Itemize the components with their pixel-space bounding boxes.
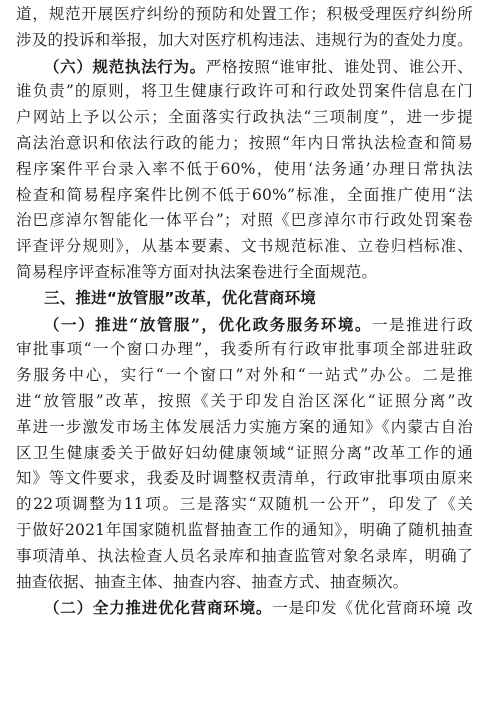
paragraph-line xyxy=(16,28,473,54)
section-heading xyxy=(16,286,473,312)
paragraph-text: 高法治意识和依法行政的能力；按照“年内日常执法检查和简易 xyxy=(16,133,473,152)
paragraph-line xyxy=(16,492,473,518)
paragraph-text: 进“放管服”改革，按照《关于印发自治区深化“证照分离”改 xyxy=(16,391,473,410)
paragraph-text: 治巴彦淖尔智能化一体平台”；对照《巴彦淖尔市行政处罚案卷 xyxy=(16,211,473,230)
paragraph-line xyxy=(16,2,473,28)
paragraph-line xyxy=(16,363,473,389)
subsection-title: （二）全力推进优化营商环境。 xyxy=(44,598,273,618)
paragraph-text: 革进一步激发市场主体发展活力实施方案的通知》《内蒙古自治 xyxy=(16,417,473,436)
paragraph-lead-line xyxy=(16,312,473,338)
paragraph-text: 事项清单、执法检查人员名录库和抽查监管对象名录库，明确了 xyxy=(16,546,473,565)
paragraph-text: 户网站上予以公示；全面落实行政执法“三项制度”，进一步提 xyxy=(16,108,473,127)
paragraph-lead-line xyxy=(16,595,473,621)
paragraph-text: 知》等文件要求，我委及时调整权责清单，行政审批事项由原来 xyxy=(16,469,473,488)
paragraph-line xyxy=(16,441,473,467)
paragraph-text: 抽查依据、抽查主体、抽查内容、抽查方式、抽查频次。 xyxy=(16,572,409,591)
paragraph-line xyxy=(16,131,473,157)
paragraph-text: 一是印发《优化营商环境 改 xyxy=(272,599,473,618)
paragraph-text: 检查和简易程序案件比例不低于60%”标准，全面推广使用“法 xyxy=(16,185,473,204)
paragraph-line xyxy=(16,337,473,363)
paragraph-line xyxy=(16,466,473,492)
paragraph-line xyxy=(16,544,473,570)
paragraph-line xyxy=(16,234,473,260)
subsection-title: （一）推进“放管服”，优化政务服务环境。 xyxy=(44,314,372,334)
paragraph-text: 严格按照“谁审批、谁处罚、谁公开、 xyxy=(205,57,473,76)
paragraph-text: 道，规范开展医疗纠纷的预防和处置工作；积极受理医疗纠纷所 xyxy=(16,5,473,23)
paragraph-text: 于做好2021年国家随机监督抽查工作的通知》，明确了随机抽查 xyxy=(16,520,473,539)
paragraph-line xyxy=(16,79,473,105)
paragraph-text: 区卫生健康委关于做好妇幼健康领域“证照分离”改革工作的通 xyxy=(16,443,473,462)
paragraph-text: 谁负责”的原则，将卫生健康行政许可和行政处罚案件信息在门 xyxy=(16,82,473,101)
paragraph-text: 简易程序评查标准等方面对执法案卷进行全面规范。 xyxy=(16,262,378,281)
section-heading-text: 三、推进“放管服”改革，优化营商环境 xyxy=(44,288,316,307)
paragraph-line xyxy=(16,105,473,131)
paragraph-line xyxy=(16,518,473,544)
paragraph-text: 务服务中心，实行“一个窗口”对外和“一站式”办公。二是推 xyxy=(16,366,473,385)
paragraph-line xyxy=(16,208,473,234)
paragraph-line xyxy=(16,260,473,286)
paragraph-text: 评查评分规则》，从基本要素、文书规范标准、立卷归档标准、 xyxy=(16,237,473,256)
paragraph-text: 的22项调整为11项。三是落实“双随机一公开”，印发了《关 xyxy=(16,495,473,514)
paragraph-line xyxy=(16,415,473,441)
paragraph-text: 涉及的投诉和举报，加大对医疗机构违法、违规行为的查处力度。 xyxy=(16,30,473,49)
paragraph-lead-line xyxy=(16,54,473,80)
subsection-title: （六）规范执法行为。 xyxy=(44,56,206,76)
paragraph-line xyxy=(16,389,473,415)
paragraph-text: 审批事项“一个窗口办理”，我委所有行政审批事项全部进驻政 xyxy=(16,340,473,359)
paragraph-line xyxy=(16,157,473,183)
paragraph-line xyxy=(16,183,473,209)
paragraph-text: 一是推进行政 xyxy=(372,315,473,334)
paragraph-text: 程序案件平台录入率不低于60%，使用‘法务通’办理日常执法 xyxy=(16,159,473,178)
paragraph-line xyxy=(16,570,473,596)
